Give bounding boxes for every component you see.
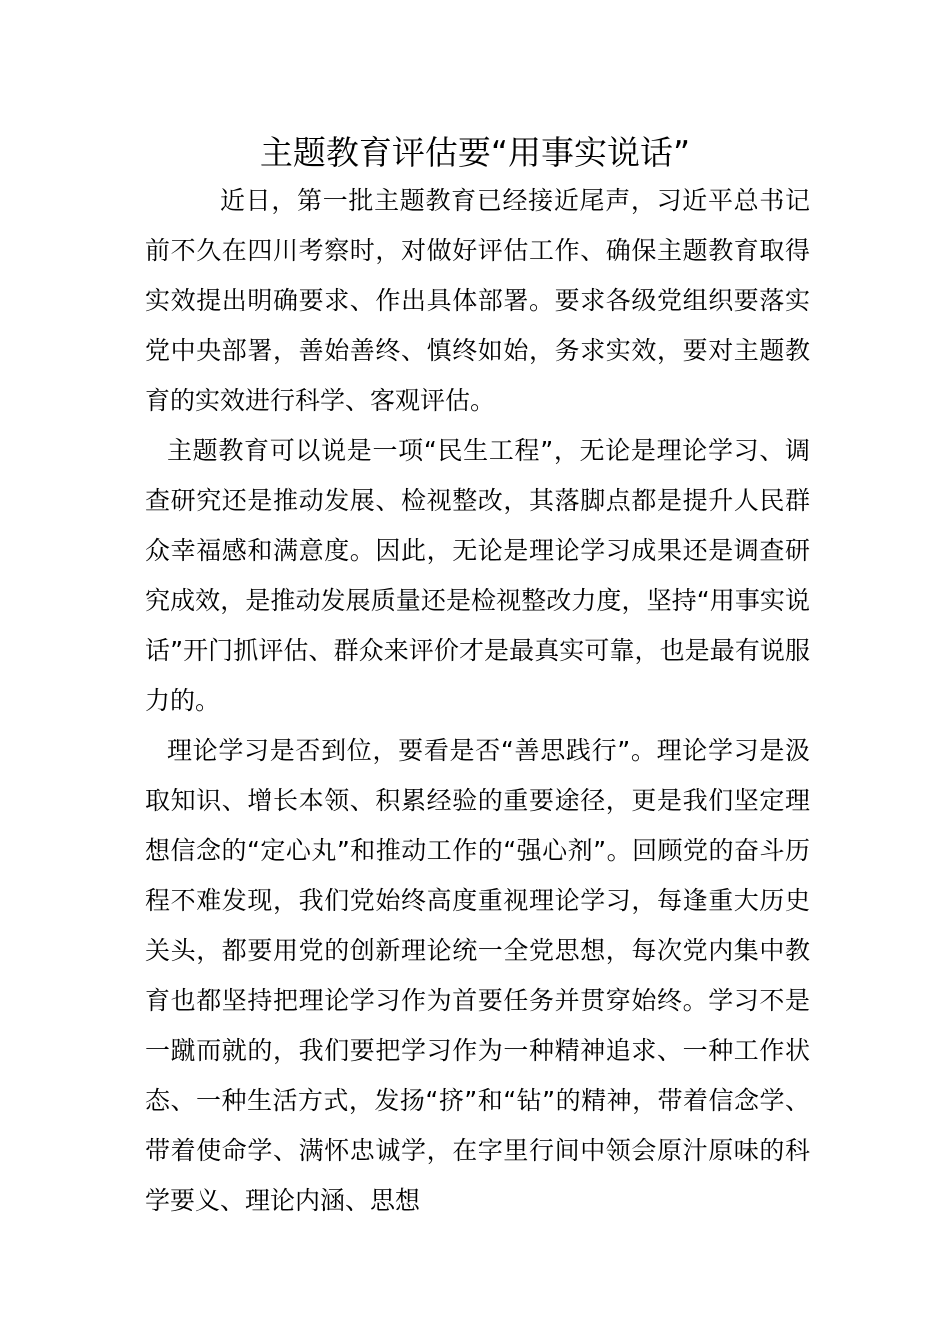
paragraph-1: 近日，第一批主题教育已经接近尾声，习近平总书记前不久在四川考察时，对做好评估工作、确保主题教育取得实效提出明确要求、作出具体部署。要求各级党组织要落实党中央部署，善始善终、慎终如始，务求实效，要对主题教育的实效进行科学、客观评估。: [145, 186, 810, 415]
document-title: 主题教育评估要“用事实说话”: [259, 133, 691, 172]
document-body: [145, 176, 810, 1226]
paragraph-2: 主题教育可以说是一项“民生工程”，无论是理论学习、调查研究还是推动发展、检视整改，其落脚点都是提升人民群众幸福感和满意度。因此，无论是理论学习成果还是调查研究成效，是推动发展质量还是检视整改力度，坚持“用事实说话”开门抓评估、群众来评价才是最真实可靠，也是最有说服力的。: [145, 436, 810, 715]
paragraph-3: 理论学习是否到位，要看是否“善思践行”。理论学习是汲取知识、增长本领、积累经验的重要途径，更是我们坚定理想信念的“定心丸”和推动工作的“强心剂”。回顾党的奋斗历程不难发现，我们党始终高度重视理论学习，每逢重大历史关头，都要用党的创新理论统一全党思想，每次党内集中教育也都坚持把理论学习作为首要任务并贯穿始终。学习不是一蹴而就的，我们要把学习作为一种精神追求、一种工作状态、一种生活方式，发扬“挤”和“钻”的精神，带着信念学、带着使命学、满怀忠诚学，在字里行间中领会原汁原味的科学要义、理论内涵、思想: [145, 736, 810, 1215]
